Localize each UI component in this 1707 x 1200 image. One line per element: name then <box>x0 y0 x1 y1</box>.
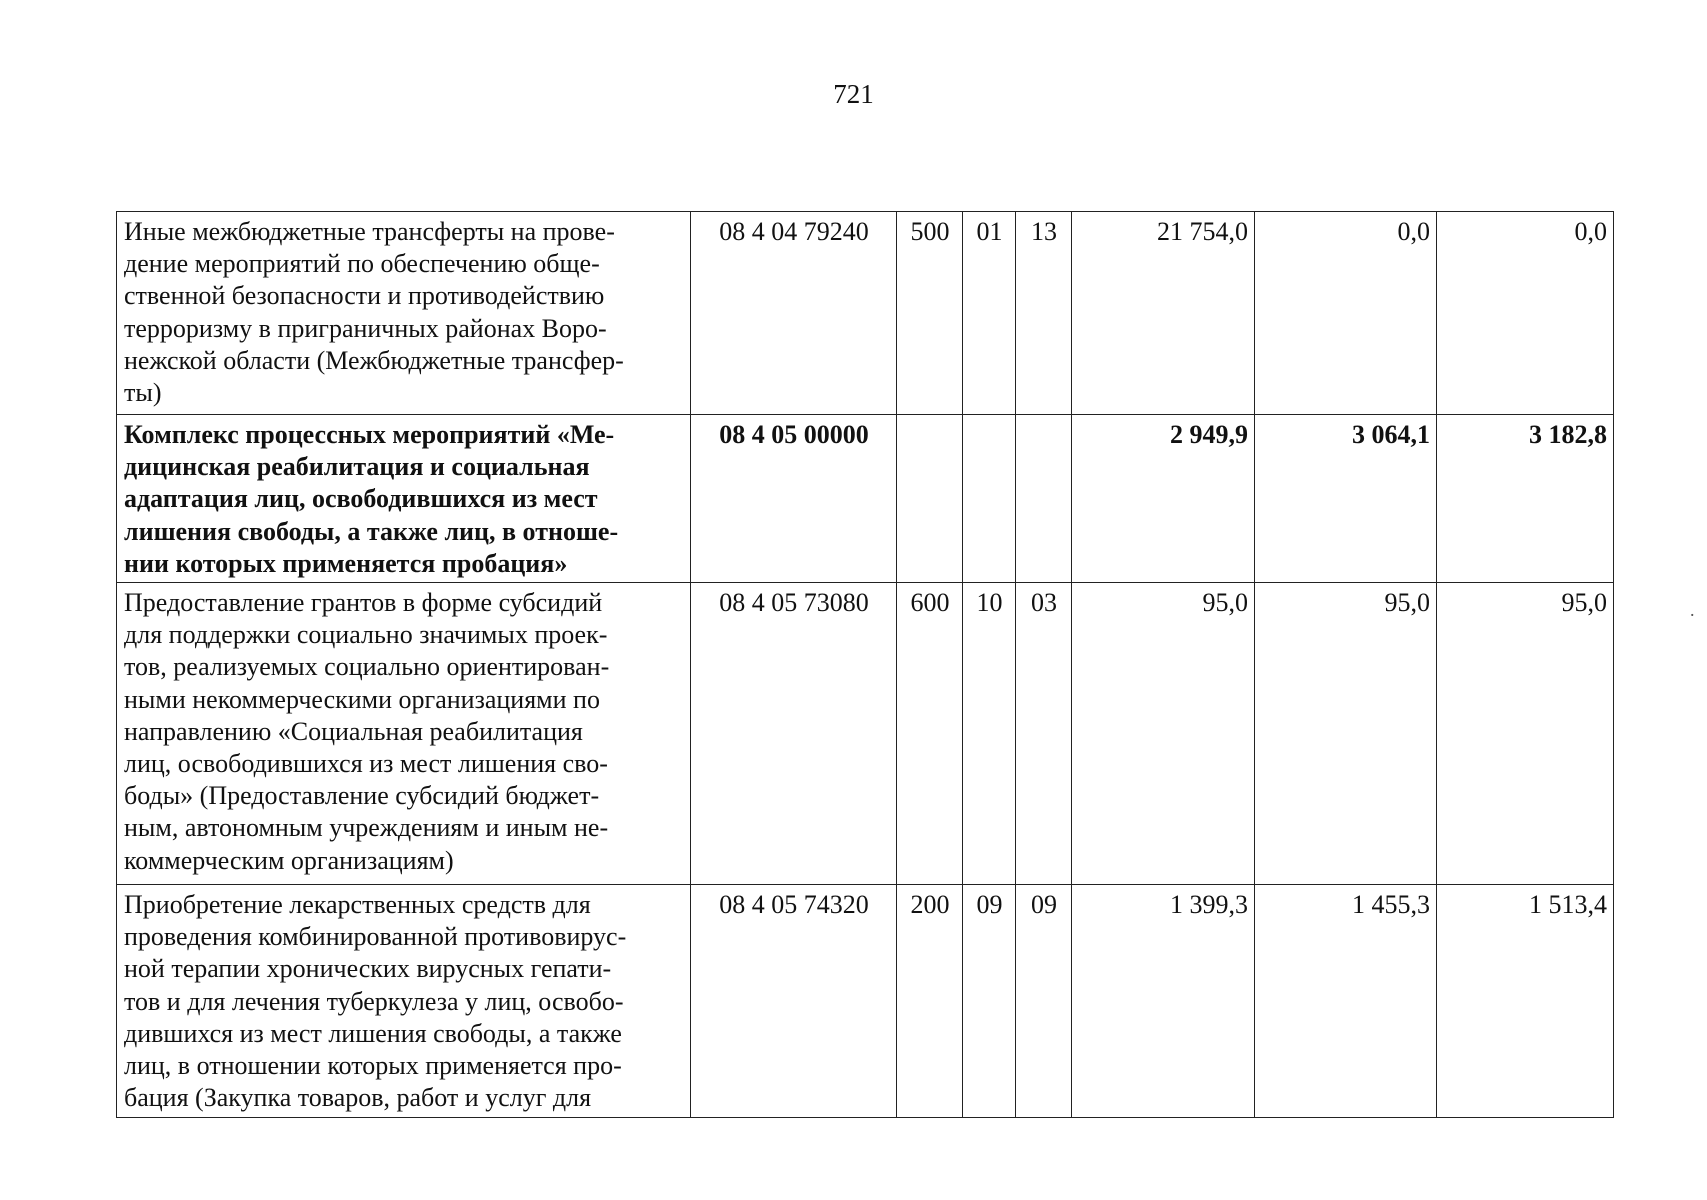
expense-type-cell: 600 <box>897 583 963 885</box>
row-name-line: направлению «Социальная реабилитация <box>124 716 583 746</box>
row-name-line: Комплекс процессных мероприятий «Ме- <box>124 420 615 449</box>
row-name-cell <box>117 415 691 583</box>
target-article-code-cell: 08 4 05 00000 <box>691 415 897 583</box>
table-row <box>117 885 1614 1118</box>
table-row <box>117 415 1614 583</box>
amount-year-3-cell: 0,0 <box>1437 212 1614 415</box>
row-name-line: лишения свободы, а также лиц, в отноше- <box>124 516 619 546</box>
row-name-line: нии которых применяется пробация» <box>124 548 568 578</box>
page-number: 721 <box>833 79 874 109</box>
amount-year-1-cell: 2 949,9 <box>1072 415 1255 583</box>
row-name-line: терроризму в приграничных районах Воро- <box>124 313 607 343</box>
subsection-cell: 03 <box>1016 583 1072 885</box>
table-row <box>117 212 1614 415</box>
target-article-code-cell: 08 4 05 74320 <box>691 885 897 1118</box>
row-name-line: бация (Закупка товаров, работ и услуг для <box>124 1083 592 1113</box>
budget-table <box>116 211 1614 1118</box>
section-cell: 01 <box>963 212 1016 415</box>
amount-year-1-cell: 21 754,0 <box>1072 212 1255 415</box>
target-article-code-cell: 08 4 05 73080 <box>691 583 897 885</box>
row-name-line: нежской области (Межбюджетные трансфер- <box>124 345 624 375</box>
amount-year-2-cell: 3 064,1 <box>1255 415 1437 583</box>
row-name-line: тов, реализуемых социально ориентирован- <box>124 652 610 682</box>
row-name-line: Приобретение лекарственных средств для <box>124 890 591 920</box>
row-name-line: тов и для лечения туберкулеза у лиц, освобо- <box>124 986 624 1016</box>
row-name-line: для поддержки социально значимых проек- <box>124 620 608 650</box>
row-name-cell <box>117 885 691 1118</box>
subsection-cell: 09 <box>1016 885 1072 1118</box>
amount-year-2-cell: 95,0 <box>1255 583 1437 885</box>
amount-year-3-cell: 1 513,4 <box>1437 885 1614 1118</box>
expense-type-cell: 500 <box>897 212 963 415</box>
amount-year-1-cell: 95,0 <box>1072 583 1255 885</box>
table-row <box>117 583 1614 885</box>
amount-year-1-cell: 1 399,3 <box>1072 885 1255 1118</box>
row-name-line: лиц, в отношении которых применяется про- <box>124 1051 622 1081</box>
amount-year-2-cell: 0,0 <box>1255 212 1437 415</box>
row-name-line: лиц, освободившихся из мест лишения сво- <box>124 749 608 779</box>
target-article-code-cell: 08 4 04 79240 <box>691 212 897 415</box>
row-name-line: дившихся из мест лишения свободы, а также <box>124 1018 622 1048</box>
section-cell: 10 <box>963 583 1016 885</box>
row-name-line: проведения комбинированной противовирус- <box>124 922 627 952</box>
row-name-line: Предоставление грантов в форме субсидий <box>124 588 603 618</box>
section-cell: 09 <box>963 885 1016 1118</box>
expense-type-cell: 200 <box>897 885 963 1118</box>
scan-speck: . <box>1690 600 1695 620</box>
row-name-cell <box>117 212 691 415</box>
row-name-line: ным, автономным учреждениям и иным не- <box>124 813 609 843</box>
section-cell <box>963 415 1016 583</box>
row-name-line: дицинская реабилитация и социальная <box>124 452 590 482</box>
expense-type-cell <box>897 415 963 583</box>
amount-year-3-cell: 3 182,8 <box>1437 415 1614 583</box>
row-name-line: ными некоммерческими организациями по <box>124 684 600 714</box>
row-name-line: ной терапии хронических вирусных гепати- <box>124 954 612 984</box>
row-name-line: дение мероприятий по обеспечению обще- <box>124 249 600 279</box>
row-name-line: ственной безопасности и противодействию <box>124 281 605 311</box>
row-name-line: адаптация лиц, освободившихся из мест <box>124 484 598 514</box>
subsection-cell: 13 <box>1016 212 1072 415</box>
row-name-line: ты) <box>124 378 162 408</box>
row-name-line: коммерческим организациям) <box>124 845 454 875</box>
amount-year-3-cell: 95,0 <box>1437 583 1614 885</box>
subsection-cell <box>1016 415 1072 583</box>
row-name-line: боды» (Предоставление субсидий бюджет- <box>124 781 600 811</box>
row-name-cell <box>117 583 691 885</box>
amount-year-2-cell: 1 455,3 <box>1255 885 1437 1118</box>
table-body <box>117 212 1614 1118</box>
row-name-line: Иные межбюджетные трансферты на прове- <box>124 217 615 246</box>
